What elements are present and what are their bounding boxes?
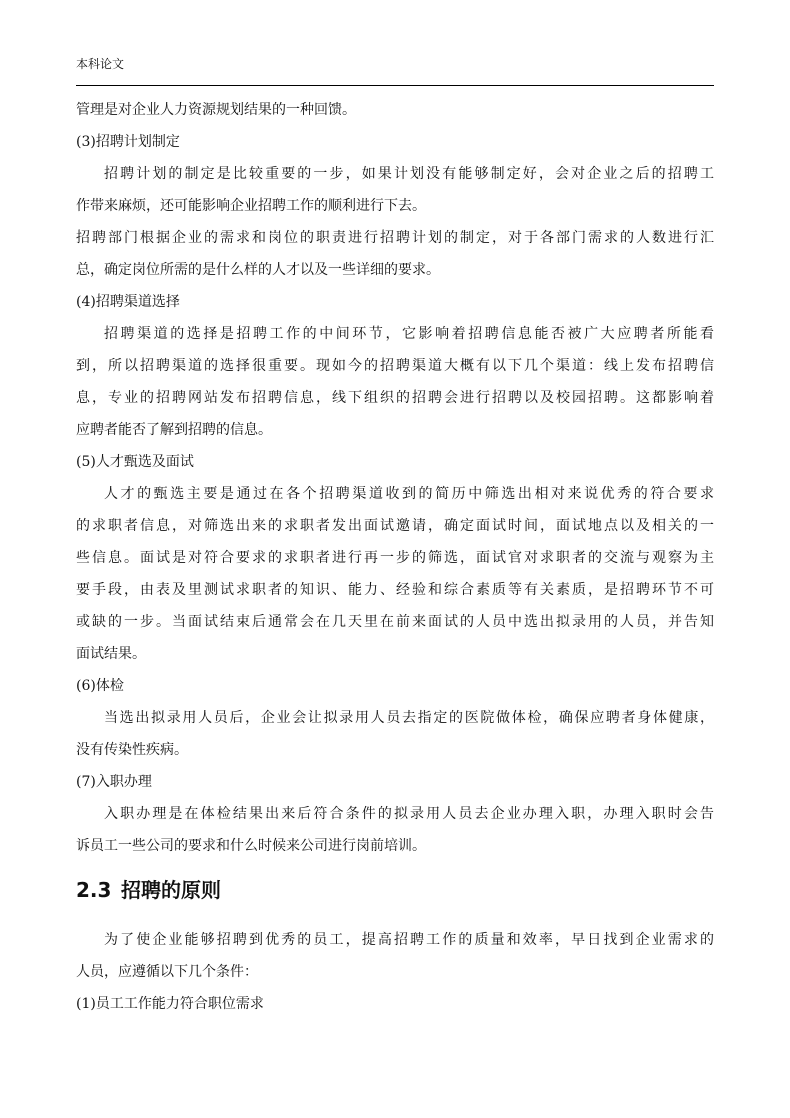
paragraph-line: 诉员工一些公司的要求和什么时候来公司进行岗前培训。 <box>76 838 426 854</box>
paragraph-line: 的求职者信息，对筛选出来的求职者发出面试邀请，确定面试时间，面试地点以及相关的一 <box>76 518 714 534</box>
paragraph-line: 没有传染性疾病。 <box>76 742 188 758</box>
section-heading <box>76 876 714 904</box>
paragraph-line: 当选出拟录用人员后，企业会让拟录用人员去指定的医院做体检，确保应聘者身体健康， <box>104 710 714 726</box>
paragraph-line: 息，专业的招聘网站发布招聘信息，线下组织的招聘会进行招聘以及校园招聘。这都影响着 <box>76 390 714 406</box>
page-content <box>76 94 714 1020</box>
subheading-ability-requirement: (1)员工工作能力符合职位需求 <box>76 996 264 1012</box>
running-header: 本科论文 <box>76 57 125 71</box>
section-number: 2.3 <box>76 878 112 902</box>
paragraph-line: 招聘渠道的选择是招聘工作的中间环节，它影响着招聘信息能否被广大应聘者所能看 <box>104 326 714 342</box>
paragraph-line: 管理是对企业人力资源规划结果的一种回馈。 <box>76 102 356 118</box>
paragraph-line: 面试结果。 <box>76 646 146 662</box>
paragraph-line: 招聘部门根据企业的需求和岗位的职责进行招聘计划的制定，对于各部门需求的人数进行汇 <box>76 230 714 246</box>
paragraph-line: 或缺的一步。当面试结束后通常会在几天里在前来面试的人员中选出拟录用的人员，并告知 <box>76 614 714 630</box>
header-divider <box>76 85 714 86</box>
paragraph-line: 人才的甄选主要是通过在各个招聘渠道收到的简历中筛选出相对来说优秀的符合要求 <box>104 486 714 502</box>
paragraph-line: 招聘计划的制定是比较重要的一步，如果计划没有能够制定好，会对企业之后的招聘工 <box>104 166 714 182</box>
paragraph-line: 要手段，由表及里测试求职者的知识、能力、经验和综合素质等有关素质，是招聘环节不可 <box>76 582 714 598</box>
paragraph-line: 作带来麻烦，还可能影响企业招聘工作的顺利进行下去。 <box>76 198 426 214</box>
subheading-recruitment-channels: (4)招聘渠道选择 <box>76 294 180 310</box>
subheading-recruitment-plan: (3)招聘计划制定 <box>76 134 180 150</box>
section-title: 招聘的原则 <box>120 878 221 902</box>
paragraph-line: 些信息。面试是对符合要求的求职者进行再一步的筛选，面试官对求职者的交流与观察为主 <box>76 550 714 566</box>
paragraph-line: 入职办理是在体检结果出来后符合条件的拟录用人员去企业办理入职，办理入职时会告 <box>104 806 714 822</box>
paragraph-line: 为了使企业能够招聘到优秀的员工，提高招聘工作的质量和效率，早日找到企业需求的 <box>104 932 714 948</box>
paragraph-line: 到，所以招聘渠道的选择很重要。现如今的招聘渠道大概有以下几个渠道：线上发布招聘信 <box>76 358 714 374</box>
subheading-medical-exam: (6)体检 <box>76 678 124 694</box>
subheading-talent-selection: (5)人才甄选及面试 <box>76 454 194 470</box>
paragraph-line: 人员，应遵循以下几个条件： <box>76 964 258 980</box>
subheading-onboarding: (7)入职办理 <box>76 774 152 790</box>
paragraph-line: 应聘者能否了解到招聘的信息。 <box>76 422 272 438</box>
paragraph-line: 总，确定岗位所需的是什么样的人才以及一些详细的要求。 <box>76 262 440 278</box>
